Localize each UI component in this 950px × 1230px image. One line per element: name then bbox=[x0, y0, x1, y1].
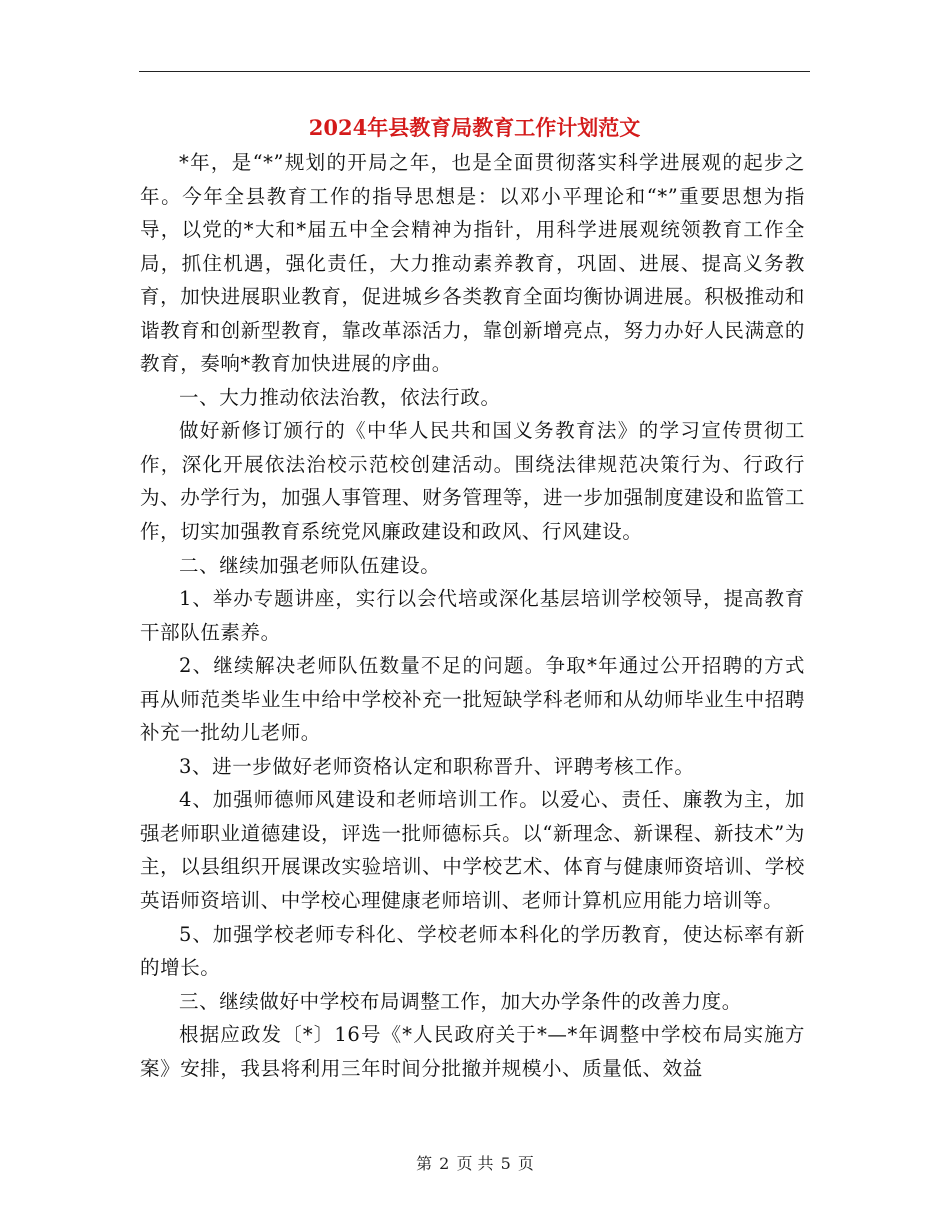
header-rule bbox=[139, 71, 810, 72]
list-item-4: 4、加强师德师风建设和老师培训工作。以爱心、责任、廉教为主，加强老师职业道德建设，评选一批师德标兵。以“新理念、新课程、新技术”为主，以县组织开展课改实验培训、中学校艺术、体育与健康师资培训、学校英语师资培训、中学校心理健康老师培训、老师计算机应用能力培训等。 bbox=[140, 788, 805, 913]
section-heading-3: 三、继续做好中学校布局调整工作，加大办学条件的改善力度。 bbox=[179, 989, 742, 1013]
paragraph-intro: *年，是“*”规划的开局之年，也是全面贯彻落实科学进展观的起步之年。今年全县教育工作的指导思想是：以邓小平理论和“*”重要思想为指导，以党的*大和*届五中全会精神为指针，用科学进展观统领教育工作全局，抓住机遇，强化责任，大力推动素养教育，巩固、进展、提高义务教育，加快进展职业教育，促进城乡各类教育全面均衡协调进展。积极推动和谐教育和创新型教育，靠改革添活力，靠创新增亮点，努力办好人民满意的教育，奏响*教育加快进展的序曲。 bbox=[140, 151, 805, 376]
section-heading-2: 二、继续加强老师队伍建设。 bbox=[179, 553, 441, 577]
list-item-5: 5、加强学校老师专科化、学校老师本科化的学历教育，使达标率有新的增长。 bbox=[140, 922, 805, 980]
page-suffix: 页 bbox=[517, 1154, 534, 1173]
paragraph-law: 做好新修订颁行的《中华人民共和国义务教育法》的学习宣传贯彻工作，深化开展依法治校示范校创建活动。围绕法律规范决策行为、行政行为、办学行为，加强人事管理、财务管理等，进一步加强制度建设和监管工作，切实加强教育系统党风廉政建设和政风、行风建设。 bbox=[140, 419, 805, 544]
page-footer bbox=[0, 1152, 950, 1176]
page-current: 2 bbox=[439, 1154, 450, 1173]
paragraph-layout: 根据应政发〔*〕16号《*人民政府关于*—*年调整中学校布局实施方案》安排，我县将利用三年时间分批撤并规模小、质量低、效益 bbox=[140, 1023, 805, 1080]
list-item-1: 1、举办专题讲座，实行以会代培或深化基层培训学校领导，提高教育干部队伍素养。 bbox=[140, 587, 805, 644]
page-prefix: 第 bbox=[416, 1154, 433, 1173]
page-mid: 页 共 bbox=[456, 1154, 494, 1173]
list-item-3: 3、进一步做好老师资格认定和职称晋升、评聘考核工作。 bbox=[179, 754, 695, 778]
document-body bbox=[140, 146, 805, 1085]
section-heading-1: 一、大力推动依法治教，依法行政。 bbox=[179, 385, 501, 409]
list-item-2: 2、继续解决老师队伍数量不足的问题。争取*年通过公开招聘的方式再从师范类毕业生中给中学校补充一批短缺学科老师和从幼师毕业生中招聘补充一批幼儿老师。 bbox=[140, 654, 805, 745]
page-total: 5 bbox=[500, 1154, 511, 1173]
document-title: 2024年县教育局教育工作计划范文 bbox=[308, 115, 641, 140]
